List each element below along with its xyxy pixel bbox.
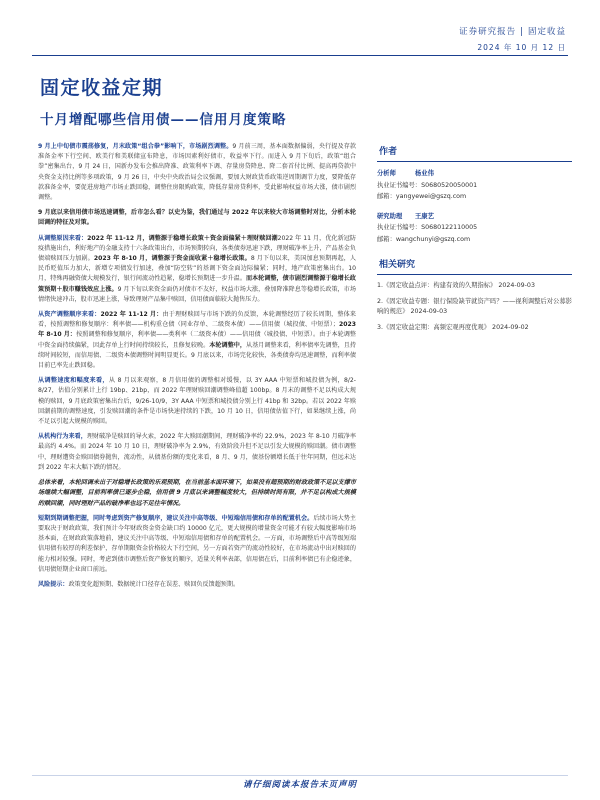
header-separator: |	[520, 27, 524, 37]
related-list	[377, 281, 572, 333]
para3-b: 2022 年 11 月，优化新冠防疫措施出台，利好地产的金融支持十六条政策出台，市场预期转向，各类债券迅速下跌，理财破净率上升，产品基金负债端赎回压力加剧。	[38, 234, 357, 263]
footer-disclaimer: 请仔细阅读本报告末页声明	[242, 780, 357, 790]
para4-lead: 从资产调整顺序来看：	[38, 311, 101, 319]
para4-f: 从基月调整来看，利率债率先调整，且持续时间较短，而信用债、二级资本债调整时间明显更长。9 月底以来，市场完化较快，各类债券均迅速调整，而利率债目前已率先止跌回稳。	[38, 341, 357, 370]
risk-text: 政策变化超预期、数据统计口径存在误差、赎回负反馈超预期。	[68, 580, 240, 588]
paragraph-adjust-speed	[38, 376, 356, 427]
paragraph-question: 9 月底以来信用债市场迅速调整，后市怎么看？以史为鉴，我们通过与 2022 年以来较大市场调整时对比，分析本轮回调的特征及对策。	[38, 209, 356, 227]
page-title: 固定收益定期	[40, 77, 164, 99]
analyst-1-email[interactable]: 邮箱：yangyewei@gszq.com	[377, 193, 467, 200]
paragraph-adjust-order	[38, 310, 356, 371]
para4-a: 2022 年 11-12 月：	[100, 311, 163, 319]
para6-lead: 从机构行为来看，	[38, 433, 87, 441]
report-section: 固定收益	[527, 27, 566, 37]
report-date: 2024 年 10 月 12 日	[477, 43, 566, 52]
para1-lead: 9 月上中旬债市震荡修复，月末政策“组合拳”影响下，市场剧烈调整。	[38, 143, 233, 150]
page-subtitle: 十月增配哪些信用债——信用月度策略	[40, 112, 287, 128]
para8-text: 后续市场大势主要取决于财政政策，我们预计今年财政资金资金缺口约 10000 亿元，更大规模的增量资金可能才有较大幅度影响市场基本面，在财政政策落地前，建议关注中高等级、中短端信用债和存单的配置机会。一方面，市场调整后中高等级短端信用债有较厚的利差保护，存单期限资金价格较大下行空间，另一方面若资产的流动性较好，在市场流动中出对赎回的能力相对较强。同时，考虑到债市调整后资产修复的顺序，适量关利率表部，信用债在后，目前利率债已有企稳迹象，信用债短期企业窗口前远。	[38, 514, 357, 573]
related-heading: 相关研究	[377, 255, 572, 275]
authors-heading: 作者	[377, 142, 572, 162]
authors-block	[377, 168, 572, 245]
analyst-2-cert: 执业证书编号：S0680122110005	[377, 224, 478, 231]
report-body	[38, 142, 356, 595]
para8-lead: 短期到期调整把握，同时考虑到资产修复顺序，建议关注中高等级、中短端信用债和存单的配置机会。	[38, 514, 314, 522]
analyst-2-email[interactable]: 邮箱：wangchunyi@gszq.com	[377, 235, 471, 243]
paragraph-adjust-reason	[38, 234, 356, 305]
para3-d: 8 月下旬以来，美国加息预期再起，人民币贬值压力加大，新增专项债发行加速，叠加“防空转”的基调下资金面边际偏紧；同时，地产政策密集出台。10 月，特殊再融资债大规模发行，银行间流动性趋紧，稳增长预期进一步升温。	[38, 255, 357, 283]
analyst-1-row	[377, 168, 572, 180]
analyst-1-name: 杨业伟	[415, 170, 434, 177]
para3-lead: 从调整原因来看：	[38, 234, 88, 242]
risk-lead: 风险提示：	[38, 580, 69, 588]
related-item-3[interactable]: 3.《固定收益定期：高频宏观再度优观》 2024-09-02	[377, 323, 529, 331]
paragraph-risk	[38, 580, 356, 590]
para5-lead: 从调整速度和幅度来看，	[38, 377, 109, 385]
analyst-1-cert: 执业证书编号：S0680520050001	[377, 181, 478, 189]
report-category: 证券研究报告	[459, 27, 517, 37]
report-header	[459, 25, 566, 37]
sidebar	[377, 142, 572, 338]
para3-c: 2023 年 8-10 月，调整源于资金面收紧＋稳增长政策。	[93, 255, 251, 263]
related-item-2[interactable]: 2.《固定收益专题：银行保险缺节就资产吗？——视利调整后对公募影响的规范》 2024-09-03	[377, 297, 572, 315]
footer-divider	[32, 775, 568, 776]
paragraph-market-review	[38, 142, 356, 203]
para6-text: 理财破净是赎回的导火索，2022 年大赎回潮期间，理财破净率约 22.9%，2023 年 8-10 月破净率最高约 4.4%。而 2024 年 10 月 10 日，理财破净率为 2.9%，有效阶段升但不足以引发大规模的赎回潮。债市调整中，理财遭资金赎回债券抛售，流动性，从债基份额的变化来看，8 月、9 月，债基份额增长低于往年同期，但远未达到 2022 年末大幅下跌的情况。	[38, 433, 357, 471]
analyst-2-label: 研究助理	[377, 212, 403, 220]
para4-c: 2023 年 8-10 月：	[38, 321, 356, 339]
paragraph-institution	[38, 432, 356, 473]
para4-e: 本轮调整中，	[209, 341, 246, 349]
paragraph-summary: 总体来看，本轮回调未出于对稳增长政策的乐观预期，在当前基本面环境下，如果没有超预期的财政政策不足以支撑市场继续大幅调整，目前利率债已逐步企稳，信用债 9 月底以来调整幅度较大，但持续时间有限，并不足以构成大规模的赎回潮，同时理财产品的破净率也远不足往年情况。	[38, 479, 356, 507]
paragraph-strategy	[38, 514, 356, 575]
para1-text: 9 月前三周，基本面数据偏弱，央行提及存款准备金率下行空间、欧美行和美联储宣布降息，市场因素利好债市，收益率下行。而进入 9 月下旬后，政策“组合拳”密集出台，9 月 24 日，国新办发布会推出降准、政策利率下调、存量房贷降息、降二套首付比例、提高再贷款中央资金支持比例等多项政策，9 月 26 日，中央中央政治局会议强调，要加大财政货币政策逆周期调节力度，要降低存款准备金率，要促进房地产市场止跌回稳，调整住房限购政策，降低存量房贷利率，受此影响权益市场大涨，债市剧烈调整。	[38, 143, 356, 202]
para3-e: 而本轮调整，债市剧烈调整源于稳增长政策预期＋股市赚钱效应上涨。	[38, 275, 357, 293]
para3-f: 9 月下旬以来资金面仍对债市不友好，权益市场大涨，叠加降准降息等稳增长政策，市场情绪快速冲击，股市迅速上涨，导致理财产品集中赎回，信用债面临较大抛售压力。	[38, 285, 356, 303]
header-divider	[32, 55, 568, 56]
para4-b: 由于理财赎回与市场下跌的负反馈，本轮调整经历了较长周期，整体来看，按照调整和修复顺序：利率债——机构重仓债（同业存单、二级资本债）——信用债（城投债、中短票）；	[38, 311, 357, 329]
analyst-1-label: 分析师	[377, 170, 396, 177]
para4-d: 按照调整和修复顺序，利率债——类利率（二级资本债）——信用债（城投债、中短票）。由于本轮调整中资金面持续偏紧，因此存单上行时间持续较长，且修复较晚。	[38, 331, 357, 349]
analyst-2-name: 王康艺	[415, 212, 434, 220]
analyst-2-row	[377, 211, 572, 223]
related-item-1[interactable]: 1.《固定收益点评：构建有效的久期指标》 2024-09-03	[377, 282, 535, 289]
para5-text: 从 8 月以来观察，8 月信用债的调整相对缓慢，以 3Y AAA 中短票和城投债为例，8/2-8/27，估值分别累计上行 19bp、21bp，而 2022 年理财赎回潮调整峰值超 100bp。8 月末的调整不足以构成大规模的赎回，9 月底政策密集出台后，9/26-10/9，3Y AAA 中短票和城投债分别上行 41bp 和 32bp。若以 2022 年赎回潮前期的调整速度，引发赎回潮的条件是市场快速持续的下跌，10 月 10 日，信用债估值下行，如果继续上涨，尚不足以引起大规模的赎回。	[38, 377, 357, 426]
para3-a: 2022 年 11-12 月，调整源于稳增长政策＋资金面偏紧＋理财赎回潮	[87, 234, 278, 242]
